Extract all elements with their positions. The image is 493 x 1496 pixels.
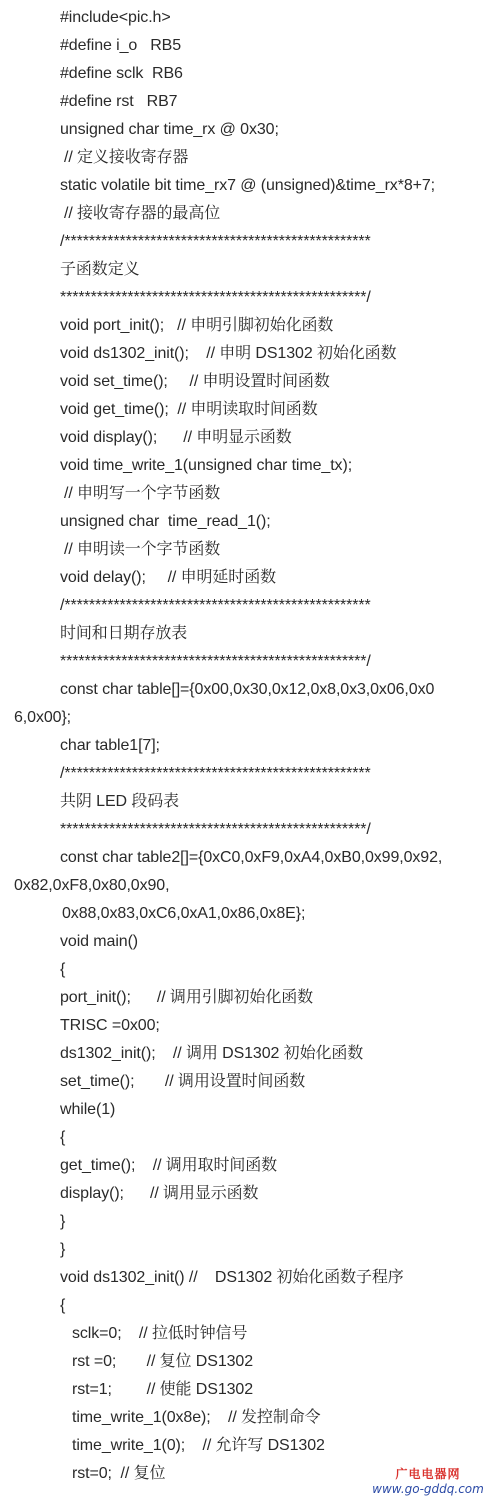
code-line: time_write_1(0); // 允许写 DS1302 [72, 1437, 325, 1454]
code-line: // 定义接收寄存器 [64, 149, 189, 166]
code-line: /************************************************** [60, 233, 371, 250]
code-line: #define sclk RB6 [60, 65, 183, 82]
code-line: static volatile bit time_rx7 @ (unsigned)&time_rx*8+7; [60, 177, 436, 194]
code-line: **************************************************/ [60, 653, 371, 670]
code-line: #define i_o RB5 [60, 37, 182, 54]
code-line: // 申明读一个字节函数 [64, 541, 221, 558]
code-line: void get_time(); // 申明读取时间函数 [60, 401, 318, 418]
code-line: 共阴 LED 段码表 [60, 793, 180, 810]
code-line: 0x88,0x83,0xC6,0xA1,0x86,0x8E}; [62, 905, 306, 922]
code-line: { [60, 1297, 66, 1314]
code-line: get_time(); // 调用取时间函数 [60, 1157, 278, 1174]
code-line: 6,0x00}; [14, 709, 72, 726]
code-line: void delay(); // 申明延时函数 [60, 569, 277, 586]
code-line: { [60, 1129, 66, 1146]
code-line: unsigned char time_read_1(); [60, 513, 271, 530]
code-line: void main() [60, 933, 139, 950]
code-line: 时间和日期存放表 [60, 625, 188, 642]
code-line: #include<pic.h> [60, 9, 171, 26]
code-line: ds1302_init(); // 调用 DS1302 初始化函数 [60, 1045, 364, 1062]
watermark-url: www.go-gddq.com [372, 1482, 484, 1496]
code-line: rst=1; // 使能 DS1302 [72, 1381, 254, 1398]
code-line: #define rst RB7 [60, 93, 178, 110]
code-line: void ds1302_init(); // 申明 DS1302 初始化函数 [60, 345, 397, 362]
code-line: void time_write_1(unsigned char time_tx); [60, 457, 353, 474]
code-line: const char table2[]={0xC0,0xF9,0xA4,0xB0,0x99,0x92, [60, 849, 443, 866]
code-line: 0x82,0xF8,0x80,0x90, [14, 877, 170, 894]
code-line: /************************************************** [60, 597, 371, 614]
code-line: void ds1302_init() // DS1302 初始化函数子程序 [60, 1269, 404, 1286]
code-line: void display(); // 申明显示函数 [60, 429, 292, 446]
code-line: rst =0; // 复位 DS1302 [72, 1353, 254, 1370]
code-line: void port_init(); // 申明引脚初始化函数 [60, 317, 334, 334]
code-line: { [60, 961, 66, 978]
code-line: /************************************************** [60, 765, 371, 782]
watermark-title: 广电电器网 [395, 1467, 461, 1481]
code-line: while(1) [60, 1101, 116, 1118]
code-line: port_init(); // 调用引脚初始化函数 [60, 989, 314, 1006]
code-line: 子函数定义 [60, 261, 140, 278]
code-line: unsigned char time_rx @ 0x30; [60, 121, 279, 138]
code-line: void set_time(); // 申明设置时间函数 [60, 373, 330, 390]
code-line: char table1[7]; [60, 737, 160, 754]
watermark [367, 1467, 489, 1496]
code-line: sclk=0; // 拉低时钟信号 [72, 1325, 248, 1342]
code-line: } [60, 1213, 66, 1230]
code-line: set_time(); // 调用设置时间函数 [60, 1073, 306, 1090]
code-line: TRISC =0x00; [60, 1017, 160, 1034]
code-line: // 申明写一个字节函数 [64, 485, 221, 502]
code-line: **************************************************/ [60, 289, 371, 306]
code-line: **************************************************/ [60, 821, 371, 838]
code-line: const char table[]={0x00,0x30,0x12,0x8,0x3,0x06,0x0 [60, 681, 435, 698]
code-line: display(); // 调用显示函数 [60, 1185, 259, 1202]
code-line: } [60, 1241, 66, 1258]
code-line: // 接收寄存器的最高位 [64, 205, 221, 222]
code-line: rst=0; // 复位 [72, 1465, 166, 1482]
code-line: time_write_1(0x8e); // 发控制命令 [72, 1409, 321, 1426]
